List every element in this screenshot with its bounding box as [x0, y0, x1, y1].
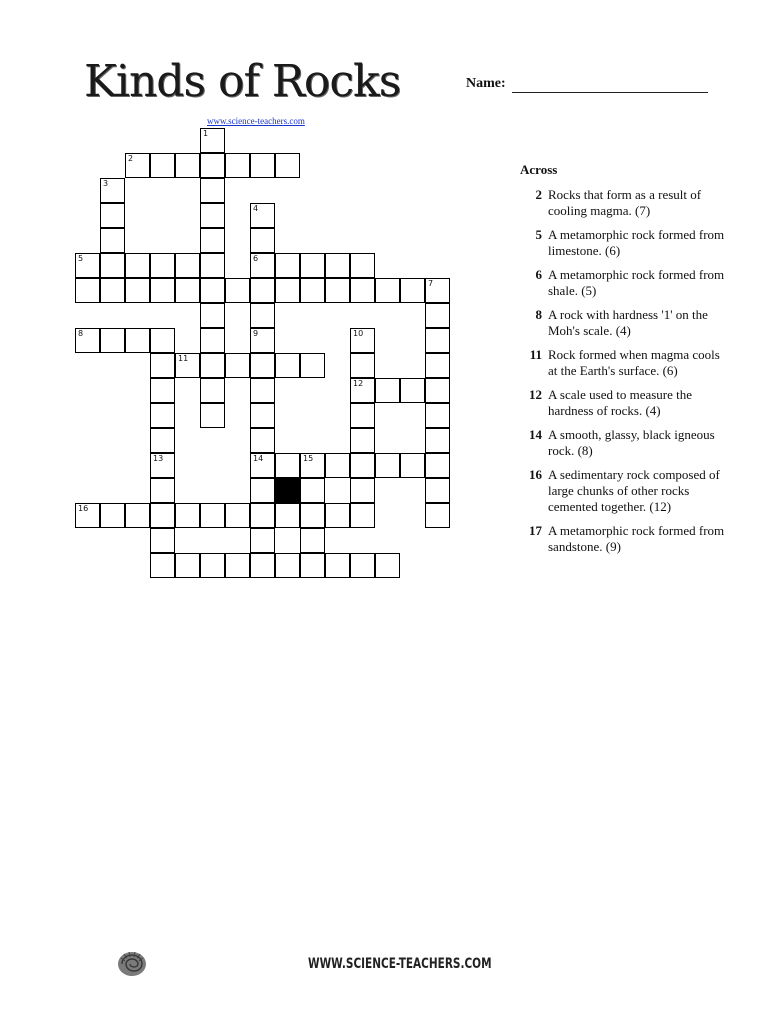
clue-text: A metamorphic rock formed from limestone. (6): [548, 227, 725, 258]
crossword-cell[interactable]: [250, 428, 275, 453]
clues-panel: [520, 162, 730, 563]
clue-item: [520, 267, 730, 299]
clue-number-label: 11: [178, 354, 189, 363]
crossword-cell[interactable]: [125, 253, 150, 278]
crossword-cell[interactable]: [300, 353, 325, 378]
crossword-cell[interactable]: [250, 503, 275, 528]
crossword-cell[interactable]: [250, 378, 275, 403]
clue-number-label: 14: [253, 454, 264, 463]
crossword-cell[interactable]: [200, 153, 225, 178]
clue-number-label: 13: [153, 454, 164, 463]
crossword-cell[interactable]: [350, 378, 375, 403]
crossword-cell[interactable]: [250, 353, 275, 378]
clue-number-label: 4: [253, 204, 259, 213]
crossword-cell[interactable]: [425, 303, 450, 328]
crossword-cell[interactable]: [125, 328, 150, 353]
crossword-cell[interactable]: [200, 403, 225, 428]
crossword-cell[interactable]: [425, 328, 450, 353]
clue-item: [520, 307, 730, 339]
crossword-cell[interactable]: [325, 553, 350, 578]
crossword-cell[interactable]: [225, 503, 250, 528]
clue-number: 5: [535, 227, 542, 242]
clue-item: [520, 467, 730, 515]
clue-number-label: 8: [78, 329, 84, 338]
crossword-cell[interactable]: [250, 253, 275, 278]
crossword-cell[interactable]: [325, 503, 350, 528]
crossword-cell[interactable]: [250, 478, 275, 503]
crossword-cell[interactable]: [350, 453, 375, 478]
crossword-cell[interactable]: [150, 553, 175, 578]
crossword-cell[interactable]: [400, 278, 425, 303]
crossword-cell[interactable]: [425, 478, 450, 503]
crossword-cell[interactable]: [250, 453, 275, 478]
crossword-cell[interactable]: [200, 278, 225, 303]
crossword-cell[interactable]: [75, 253, 100, 278]
crossword-cell[interactable]: [425, 428, 450, 453]
clue-number: 17: [529, 523, 542, 538]
clue-text: A metamorphic rock formed from sandstone. (9): [548, 523, 725, 554]
name-field-line[interactable]: [512, 92, 708, 93]
crossword-cell[interactable]: [400, 453, 425, 478]
crossword-cell[interactable]: [125, 503, 150, 528]
clue-number-label: 10: [353, 329, 364, 338]
crossword-cell[interactable]: [325, 253, 350, 278]
crossword-cell[interactable]: [150, 153, 175, 178]
clue-text: A scale used to measure the hardness of rocks. (4): [548, 387, 693, 418]
crossword-cell[interactable]: [350, 353, 375, 378]
crossword-cell[interactable]: [425, 453, 450, 478]
crossword-cell[interactable]: [100, 203, 125, 228]
clue-number: 12: [529, 387, 542, 402]
crossword-cell[interactable]: [200, 378, 225, 403]
crossword-cell[interactable]: [325, 453, 350, 478]
crossword-cell[interactable]: [350, 503, 375, 528]
crossword-cell[interactable]: [375, 278, 400, 303]
crossword-cell[interactable]: [225, 153, 250, 178]
crossword-cell[interactable]: [150, 278, 175, 303]
crossword-cell[interactable]: [100, 228, 125, 253]
crossword-cell[interactable]: [150, 403, 175, 428]
clue-text: A rock with hardness '1' on the Moh's scale. (4): [548, 307, 708, 338]
crossword-cell[interactable]: [250, 553, 275, 578]
crossword-cell[interactable]: [75, 503, 100, 528]
crossword-cell[interactable]: [200, 303, 225, 328]
crossword-cell[interactable]: [200, 203, 225, 228]
crossword-cell[interactable]: [150, 253, 175, 278]
crossword-cell[interactable]: [350, 478, 375, 503]
crossword-cell[interactable]: [350, 553, 375, 578]
clue-item: [520, 227, 730, 259]
crossword-cell[interactable]: [275, 453, 300, 478]
clue-item: [520, 387, 730, 419]
footer-website-text: WWW.SCIENCE-TEACHERS.COM: [308, 956, 492, 972]
clues-heading: Across: [520, 162, 558, 177]
crossword-cell[interactable]: [250, 153, 275, 178]
clue-item: [520, 523, 730, 555]
clue-number: 11: [529, 347, 542, 362]
crossword-cell[interactable]: [300, 478, 325, 503]
crossword-cell[interactable]: [175, 353, 200, 378]
crossword-cell[interactable]: [225, 353, 250, 378]
crossword-cell[interactable]: [250, 303, 275, 328]
clue-item: [520, 347, 730, 379]
crossword-cell[interactable]: [350, 428, 375, 453]
crossword-cell[interactable]: [250, 203, 275, 228]
crossword-cell[interactable]: [425, 278, 450, 303]
crossword-cell[interactable]: [100, 178, 125, 203]
crossword-cell[interactable]: [250, 528, 275, 553]
crossword-cell[interactable]: [200, 228, 225, 253]
clue-list: [520, 187, 730, 555]
crossword-cell[interactable]: [75, 328, 100, 353]
crossword-cell[interactable]: [375, 553, 400, 578]
crossword-cell[interactable]: [375, 378, 400, 403]
clue-text: Rocks that form as a result of cooling magma. (7): [548, 187, 702, 218]
crossword-cell[interactable]: [100, 503, 125, 528]
clue-number-label: 7: [428, 279, 434, 288]
website-link[interactable]: www.science-teachers.com: [207, 116, 305, 126]
crossword-cell[interactable]: [150, 478, 175, 503]
crossword-cell[interactable]: [250, 328, 275, 353]
crossword-cell[interactable]: [100, 328, 125, 353]
crossword-cell[interactable]: [100, 253, 125, 278]
clue-number: 8: [535, 307, 542, 322]
clue-text: A sedimentary rock composed of large chunks of other rocks cemented together. (12): [548, 467, 720, 514]
crossword-cell[interactable]: [325, 278, 350, 303]
clue-text: Rock formed when magma cools at the Earth's surface. (6): [548, 347, 720, 378]
clue-text: A smooth, glassy, black igneous rock. (8): [548, 427, 715, 458]
clue-number-label: 12: [353, 379, 364, 388]
name-label: Name:: [466, 76, 506, 91]
crossword-cell[interactable]: [250, 228, 275, 253]
crossword-cell[interactable]: [350, 278, 375, 303]
clue-number-label: 9: [253, 329, 259, 338]
crossword-cell[interactable]: [275, 153, 300, 178]
clue-number-label: 5: [78, 254, 84, 263]
crossword-cell[interactable]: [200, 353, 225, 378]
ammonite-shell-icon: [116, 948, 148, 978]
crossword-cell[interactable]: [275, 253, 300, 278]
crossword-cell[interactable]: [300, 278, 325, 303]
crossword-cell[interactable]: [200, 253, 225, 278]
crossword-cell[interactable]: [425, 503, 450, 528]
crossword-cell[interactable]: [200, 178, 225, 203]
crossword-cell[interactable]: [300, 253, 325, 278]
crossword-cell[interactable]: [200, 328, 225, 353]
crossword-cell[interactable]: [150, 528, 175, 553]
crossword-cell[interactable]: [350, 253, 375, 278]
crossword-cell[interactable]: [150, 453, 175, 478]
crossword-cell[interactable]: [75, 278, 100, 303]
crossword-cell[interactable]: [150, 378, 175, 403]
crossword-cell[interactable]: [400, 378, 425, 403]
crossword-cell[interactable]: [175, 278, 200, 303]
crossword-cell[interactable]: [175, 253, 200, 278]
crossword-cell[interactable]: [225, 278, 250, 303]
clue-number-label: 1: [203, 129, 209, 138]
crossword-cell[interactable]: [375, 453, 400, 478]
crossword-cell[interactable]: [150, 328, 175, 353]
crossword-cell[interactable]: [300, 503, 325, 528]
clue-item: [520, 427, 730, 459]
clue-number-label: 16: [78, 504, 89, 513]
crossword-cell[interactable]: [200, 553, 225, 578]
crossword-cell[interactable]: [275, 278, 300, 303]
crossword-cell[interactable]: [275, 553, 300, 578]
clue-item: [520, 187, 730, 219]
clue-number-label: 2: [128, 154, 134, 163]
crossword-cell[interactable]: [200, 128, 225, 153]
crossword-cell[interactable]: [200, 503, 225, 528]
crossword-cell[interactable]: [125, 278, 150, 303]
crossword-blocked-cell: [275, 478, 300, 503]
crossword-cell[interactable]: [425, 353, 450, 378]
crossword-cell[interactable]: [150, 428, 175, 453]
crossword-cell[interactable]: [175, 553, 200, 578]
crossword-cell[interactable]: [300, 453, 325, 478]
page-title: Kinds of Rocks: [84, 56, 401, 107]
crossword-cell[interactable]: [175, 153, 200, 178]
crossword-cell[interactable]: [250, 278, 275, 303]
crossword-cell[interactable]: [125, 153, 150, 178]
clue-number: 2: [535, 187, 542, 202]
clue-number: 16: [529, 467, 542, 482]
crossword-cell[interactable]: [100, 278, 125, 303]
crossword-cell[interactable]: [425, 378, 450, 403]
crossword-cell[interactable]: [275, 503, 300, 528]
crossword-cell[interactable]: [350, 403, 375, 428]
crossword-cell[interactable]: [425, 403, 450, 428]
crossword-cell[interactable]: [300, 528, 325, 553]
clue-number: 14: [529, 427, 542, 442]
clue-number: 6: [535, 267, 542, 282]
clue-number-label: 3: [103, 179, 109, 188]
crossword-cell[interactable]: [350, 328, 375, 353]
crossword-cell[interactable]: [300, 553, 325, 578]
crossword-cell[interactable]: [150, 353, 175, 378]
crossword-cell[interactable]: [225, 553, 250, 578]
clue-number-label: 6: [253, 254, 259, 263]
crossword-cell[interactable]: [150, 503, 175, 528]
crossword-cell[interactable]: [250, 403, 275, 428]
crossword-cell[interactable]: [175, 503, 200, 528]
clue-text: A metamorphic rock formed from shale. (5): [548, 267, 725, 298]
clue-number-label: 15: [303, 454, 314, 463]
crossword-cell[interactable]: [275, 353, 300, 378]
